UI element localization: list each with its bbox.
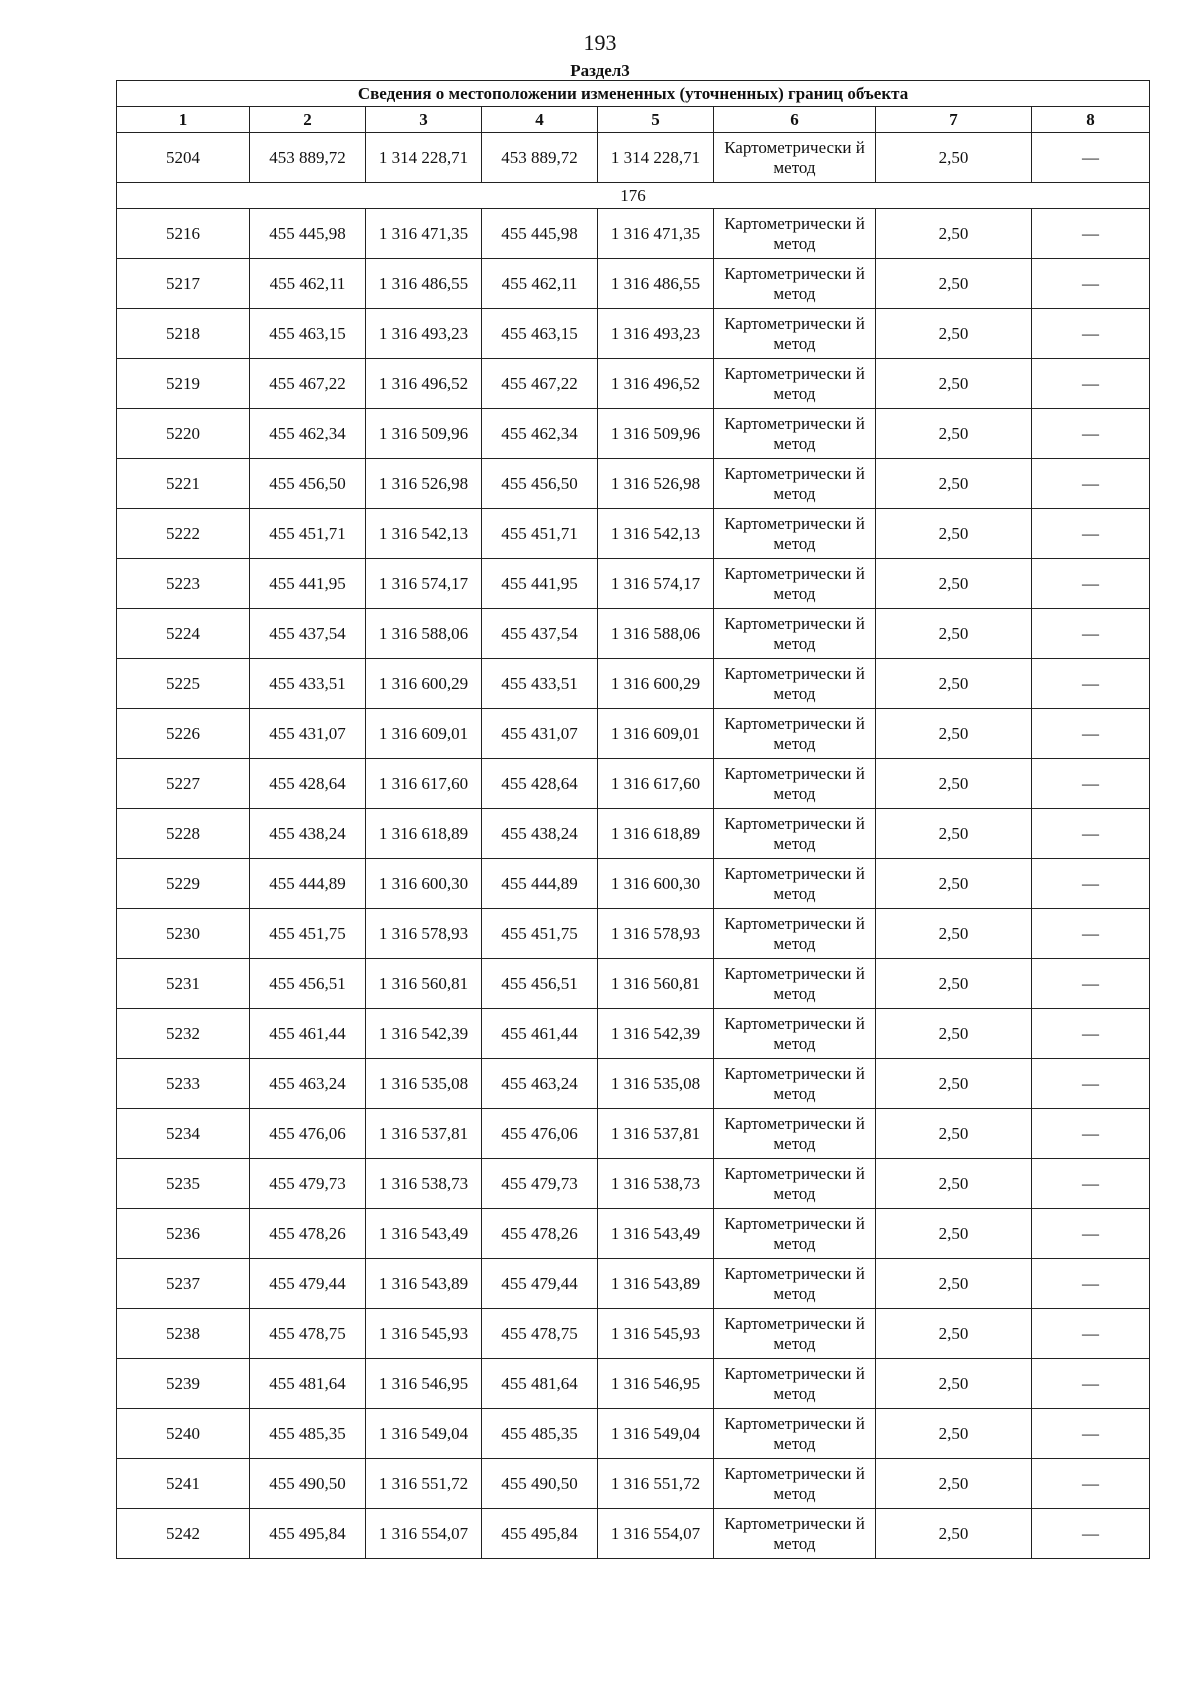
- coordinate-cell: 453 889,72: [482, 133, 598, 183]
- coordinate-cell: 455 495,84: [482, 1509, 598, 1559]
- coordinate-cell: 1 316 551,72: [366, 1459, 482, 1509]
- point-number-cell: 5238: [117, 1309, 250, 1359]
- table-row: [117, 859, 1150, 909]
- coordinate-cell: 1 316 574,17: [598, 559, 714, 609]
- accuracy-cell: 2,50: [876, 1109, 1032, 1159]
- method-cell: Картометрически й метод: [714, 1159, 876, 1209]
- section-title: Раздел3: [570, 61, 630, 80]
- point-number-cell: 5230: [117, 909, 250, 959]
- accuracy-cell: 2,50: [876, 459, 1032, 509]
- method-cell: Картометрически й метод: [714, 359, 876, 409]
- accuracy-cell: 2,50: [876, 1409, 1032, 1459]
- accuracy-cell: 2,50: [876, 509, 1032, 559]
- coordinate-cell: 1 316 600,30: [366, 859, 482, 909]
- table-row: [117, 809, 1150, 859]
- coordinate-cell: 455 451,75: [250, 909, 366, 959]
- table-row: [117, 709, 1150, 759]
- method-cell: Картометрически й метод: [714, 1009, 876, 1059]
- accuracy-cell: 2,50: [876, 409, 1032, 459]
- coordinate-cell: 1 316 617,60: [598, 759, 714, 809]
- point-number-cell: 5235: [117, 1159, 250, 1209]
- note-cell: —: [1032, 1009, 1150, 1059]
- coordinate-cell: 1 316 493,23: [366, 309, 482, 359]
- page-number: 193: [583, 30, 617, 55]
- coordinate-cell: 455 467,22: [250, 359, 366, 409]
- coordinate-cell: 455 441,95: [250, 559, 366, 609]
- accuracy-cell: 2,50: [876, 1509, 1032, 1559]
- coordinate-cell: 455 463,24: [250, 1059, 366, 1109]
- coordinate-cell: 455 490,50: [482, 1459, 598, 1509]
- coordinate-cell: 455 485,35: [482, 1409, 598, 1459]
- note-cell: —: [1032, 1259, 1150, 1309]
- table-row: [117, 409, 1150, 459]
- note-cell: —: [1032, 359, 1150, 409]
- coordinate-cell: 1 316 588,06: [366, 609, 482, 659]
- note-cell: —: [1032, 859, 1150, 909]
- method-cell: Картометрически й метод: [714, 1259, 876, 1309]
- note-cell: —: [1032, 459, 1150, 509]
- coordinate-cell: 1 316 543,49: [366, 1209, 482, 1259]
- point-number-cell: 5231: [117, 959, 250, 1009]
- coordinate-cell: 455 456,51: [482, 959, 598, 1009]
- coordinate-cell: 455 462,11: [482, 259, 598, 309]
- point-number-cell: 5239: [117, 1359, 250, 1409]
- coordinate-cell: 1 316 560,81: [366, 959, 482, 1009]
- table-row: [117, 1259, 1150, 1309]
- accuracy-cell: 2,50: [876, 259, 1032, 309]
- table-row: [117, 759, 1150, 809]
- note-cell: —: [1032, 1459, 1150, 1509]
- coordinate-cell: 1 316 526,98: [366, 459, 482, 509]
- coordinate-cell: 455 437,54: [482, 609, 598, 659]
- table-header-row: [117, 107, 1150, 133]
- point-number-cell: 5240: [117, 1409, 250, 1459]
- accuracy-cell: 2,50: [876, 309, 1032, 359]
- note-cell: —: [1032, 559, 1150, 609]
- note-cell: —: [1032, 709, 1150, 759]
- note-cell: —: [1032, 1359, 1150, 1409]
- coordinate-cell: 455 456,51: [250, 959, 366, 1009]
- coordinate-cell: 1 316 471,35: [598, 209, 714, 259]
- coordinate-cell: 455 485,35: [250, 1409, 366, 1459]
- coordinate-cell: 455 462,11: [250, 259, 366, 309]
- method-cell: Картометрически й метод: [714, 959, 876, 1009]
- note-cell: —: [1032, 759, 1150, 809]
- table-row: [117, 959, 1150, 1009]
- method-cell: Картометрически й метод: [714, 409, 876, 459]
- coordinate-cell: 1 316 486,55: [598, 259, 714, 309]
- point-number-cell: 5221: [117, 459, 250, 509]
- contour-number: 176: [117, 183, 1150, 209]
- column-header: 8: [1032, 107, 1150, 133]
- coordinate-cell: 455 461,44: [250, 1009, 366, 1059]
- note-cell: —: [1032, 609, 1150, 659]
- accuracy-cell: 2,50: [876, 859, 1032, 909]
- table-row: [117, 659, 1150, 709]
- method-cell: Картометрически й метод: [714, 259, 876, 309]
- coordinate-cell: 455 481,64: [250, 1359, 366, 1409]
- point-number-cell: 5204: [117, 133, 250, 183]
- table-row: [117, 1159, 1150, 1209]
- coordinate-cell: 455 441,95: [482, 559, 598, 609]
- method-cell: Картометрически й метод: [714, 133, 876, 183]
- coordinate-cell: 1 316 551,72: [598, 1459, 714, 1509]
- table-row: [117, 909, 1150, 959]
- coordinate-cell: 455 428,64: [482, 759, 598, 809]
- coordinate-cell: 1 316 543,89: [598, 1259, 714, 1309]
- point-number-cell: 5233: [117, 1059, 250, 1109]
- coordinate-cell: 1 316 554,07: [366, 1509, 482, 1559]
- point-number-cell: 5220: [117, 409, 250, 459]
- column-header: 6: [714, 107, 876, 133]
- coordinate-cell: 1 316 535,08: [598, 1059, 714, 1109]
- coordinate-cell: 455 433,51: [482, 659, 598, 709]
- coordinate-cell: 1 314 228,71: [598, 133, 714, 183]
- coordinate-cell: 1 316 538,73: [598, 1159, 714, 1209]
- point-number-cell: 5237: [117, 1259, 250, 1309]
- accuracy-cell: 2,50: [876, 559, 1032, 609]
- point-number-cell: 5224: [117, 609, 250, 659]
- accuracy-cell: 2,50: [876, 759, 1032, 809]
- point-number-cell: 5228: [117, 809, 250, 859]
- coordinate-cell: 1 316 617,60: [366, 759, 482, 809]
- method-cell: Картометрически й метод: [714, 509, 876, 559]
- point-number-cell: 5219: [117, 359, 250, 409]
- method-cell: Картометрически й метод: [714, 559, 876, 609]
- note-cell: —: [1032, 1059, 1150, 1109]
- table-subheader-row: [117, 183, 1150, 209]
- coordinate-cell: 1 316 509,96: [366, 409, 482, 459]
- coordinate-cell: 1 316 493,23: [598, 309, 714, 359]
- column-header: 5: [598, 107, 714, 133]
- accuracy-cell: 2,50: [876, 209, 1032, 259]
- coordinate-cell: 455 478,75: [250, 1309, 366, 1359]
- method-cell: Картометрически й метод: [714, 1459, 876, 1509]
- coordinate-cell: 1 316 554,07: [598, 1509, 714, 1559]
- coordinate-cell: 1 316 542,39: [366, 1009, 482, 1059]
- coordinate-cell: 1 316 609,01: [598, 709, 714, 759]
- column-header: 2: [250, 107, 366, 133]
- coordinate-cell: 1 316 546,95: [598, 1359, 714, 1409]
- point-number-cell: 5223: [117, 559, 250, 609]
- note-cell: —: [1032, 309, 1150, 359]
- coordinate-cell: 1 316 486,55: [366, 259, 482, 309]
- coordinate-cell: 455 456,50: [250, 459, 366, 509]
- coordinate-cell: 455 437,54: [250, 609, 366, 659]
- note-cell: —: [1032, 409, 1150, 459]
- table-row: [117, 609, 1150, 659]
- coordinate-cell: 1 316 560,81: [598, 959, 714, 1009]
- coordinate-cell: 1 316 545,93: [366, 1309, 482, 1359]
- coordinate-cell: 1 316 542,13: [598, 509, 714, 559]
- coordinate-cell: 455 451,71: [250, 509, 366, 559]
- coordinate-cell: 1 316 574,17: [366, 559, 482, 609]
- point-number-cell: 5217: [117, 259, 250, 309]
- coordinate-cell: 455 478,26: [482, 1209, 598, 1259]
- coordinate-cell: 455 462,34: [250, 409, 366, 459]
- table-caption-row: [117, 81, 1150, 107]
- column-header: 7: [876, 107, 1032, 133]
- accuracy-cell: 2,50: [876, 1359, 1032, 1409]
- table-row: [117, 1109, 1150, 1159]
- note-cell: —: [1032, 1309, 1150, 1359]
- note-cell: —: [1032, 909, 1150, 959]
- coordinate-cell: 455 479,73: [482, 1159, 598, 1209]
- point-number-cell: 5227: [117, 759, 250, 809]
- column-header: 1: [117, 107, 250, 133]
- coordinate-cell: 1 316 578,93: [598, 909, 714, 959]
- method-cell: Картометрически й метод: [714, 709, 876, 759]
- point-number-cell: 5225: [117, 659, 250, 709]
- coordinate-cell: 1 316 609,01: [366, 709, 482, 759]
- method-cell: Картометрически й метод: [714, 459, 876, 509]
- coordinate-cell: 455 431,07: [482, 709, 598, 759]
- coordinate-cell: 453 889,72: [250, 133, 366, 183]
- note-cell: —: [1032, 1409, 1150, 1459]
- point-number-cell: 5222: [117, 509, 250, 559]
- method-cell: Картометрически й метод: [714, 1059, 876, 1109]
- point-number-cell: 5218: [117, 309, 250, 359]
- note-cell: —: [1032, 1509, 1150, 1559]
- table-row: [117, 309, 1150, 359]
- coordinate-cell: 455 431,07: [250, 709, 366, 759]
- coordinate-cell: 455 428,64: [250, 759, 366, 809]
- coordinate-cell: 1 316 537,81: [366, 1109, 482, 1159]
- method-cell: Картометрически й метод: [714, 859, 876, 909]
- coordinate-cell: 455 478,26: [250, 1209, 366, 1259]
- table-row: [117, 359, 1150, 409]
- coordinate-cell: 1 316 496,52: [366, 359, 482, 409]
- accuracy-cell: 2,50: [876, 909, 1032, 959]
- table-row: [117, 1459, 1150, 1509]
- accuracy-cell: 2,50: [876, 809, 1032, 859]
- coordinate-cell: 1 316 537,81: [598, 1109, 714, 1159]
- accuracy-cell: 2,50: [876, 659, 1032, 709]
- method-cell: Картометрически й метод: [714, 309, 876, 359]
- coordinate-cell: 1 316 549,04: [598, 1409, 714, 1459]
- coordinate-cell: 455 451,75: [482, 909, 598, 959]
- point-number-cell: 5236: [117, 1209, 250, 1259]
- coordinate-cell: 455 451,71: [482, 509, 598, 559]
- point-number-cell: 5229: [117, 859, 250, 909]
- table-row: [117, 1309, 1150, 1359]
- column-header: 3: [366, 107, 482, 133]
- coordinate-cell: 455 456,50: [482, 459, 598, 509]
- point-number-cell: 5216: [117, 209, 250, 259]
- coordinate-cell: 1 316 578,93: [366, 909, 482, 959]
- note-cell: —: [1032, 1109, 1150, 1159]
- table-row: [117, 509, 1150, 559]
- boundary-coordinates-table: [116, 80, 1150, 1559]
- coordinate-cell: 1 316 509,96: [598, 409, 714, 459]
- coordinate-cell: 1 316 618,89: [366, 809, 482, 859]
- coordinate-cell: 455 444,89: [482, 859, 598, 909]
- coordinate-cell: 1 316 542,39: [598, 1009, 714, 1059]
- table-row: [117, 1409, 1150, 1459]
- table-row: [117, 1509, 1150, 1559]
- accuracy-cell: 2,50: [876, 133, 1032, 183]
- coordinate-cell: 455 463,15: [482, 309, 598, 359]
- accuracy-cell: 2,50: [876, 609, 1032, 659]
- method-cell: Картометрически й метод: [714, 759, 876, 809]
- coordinate-cell: 455 445,98: [250, 209, 366, 259]
- coordinate-cell: 1 316 538,73: [366, 1159, 482, 1209]
- method-cell: Картометрически й метод: [714, 1109, 876, 1159]
- coordinate-cell: 1 316 549,04: [366, 1409, 482, 1459]
- coordinate-cell: 455 467,22: [482, 359, 598, 409]
- coordinate-cell: 1 316 535,08: [366, 1059, 482, 1109]
- accuracy-cell: 2,50: [876, 709, 1032, 759]
- method-cell: Картометрически й метод: [714, 1509, 876, 1559]
- accuracy-cell: 2,50: [876, 1459, 1032, 1509]
- method-cell: Картометрически й метод: [714, 609, 876, 659]
- table-row: [117, 259, 1150, 309]
- note-cell: —: [1032, 959, 1150, 1009]
- coordinate-cell: 455 444,89: [250, 859, 366, 909]
- accuracy-cell: 2,50: [876, 1009, 1032, 1059]
- coordinate-cell: 1 316 600,29: [598, 659, 714, 709]
- table-row: [117, 133, 1150, 183]
- coordinate-cell: 455 462,34: [482, 409, 598, 459]
- coordinate-cell: 1 316 542,13: [366, 509, 482, 559]
- coordinate-cell: 455 478,75: [482, 1309, 598, 1359]
- note-cell: —: [1032, 1209, 1150, 1259]
- note-cell: —: [1032, 1159, 1150, 1209]
- coordinate-cell: 455 433,51: [250, 659, 366, 709]
- coordinate-cell: 1 316 618,89: [598, 809, 714, 859]
- coordinate-cell: 455 445,98: [482, 209, 598, 259]
- note-cell: —: [1032, 809, 1150, 859]
- coordinate-cell: 1 316 546,95: [366, 1359, 482, 1409]
- table-row: [117, 209, 1150, 259]
- coordinate-cell: 1 316 526,98: [598, 459, 714, 509]
- table-row: [117, 459, 1150, 509]
- table-row: [117, 1209, 1150, 1259]
- note-cell: —: [1032, 133, 1150, 183]
- coordinate-cell: 1 316 545,93: [598, 1309, 714, 1359]
- coordinate-cell: 455 495,84: [250, 1509, 366, 1559]
- coordinate-cell: 455 490,50: [250, 1459, 366, 1509]
- table-caption: Сведения о местоположении измененных (уточненных) границ объекта: [117, 81, 1150, 107]
- note-cell: —: [1032, 259, 1150, 309]
- coordinate-cell: 455 463,15: [250, 309, 366, 359]
- point-number-cell: 5226: [117, 709, 250, 759]
- point-number-cell: 5234: [117, 1109, 250, 1159]
- coordinate-cell: 455 476,06: [482, 1109, 598, 1159]
- accuracy-cell: 2,50: [876, 1159, 1032, 1209]
- coordinate-cell: 1 316 543,89: [366, 1259, 482, 1309]
- point-number-cell: 5232: [117, 1009, 250, 1059]
- method-cell: Картометрически й метод: [714, 809, 876, 859]
- coordinate-cell: 455 479,44: [482, 1259, 598, 1309]
- table-row: [117, 559, 1150, 609]
- table-row: [117, 1059, 1150, 1109]
- method-cell: Картометрически й метод: [714, 1309, 876, 1359]
- table-body: [117, 81, 1150, 1559]
- accuracy-cell: 2,50: [876, 359, 1032, 409]
- accuracy-cell: 2,50: [876, 1209, 1032, 1259]
- coordinate-cell: 1 316 600,29: [366, 659, 482, 709]
- coordinate-cell: 455 479,44: [250, 1259, 366, 1309]
- point-number-cell: 5242: [117, 1509, 250, 1559]
- coordinate-cell: 1 316 471,35: [366, 209, 482, 259]
- coordinate-cell: 455 481,64: [482, 1359, 598, 1409]
- coordinate-cell: 455 438,24: [250, 809, 366, 859]
- coordinate-cell: 455 438,24: [482, 809, 598, 859]
- accuracy-cell: 2,50: [876, 1309, 1032, 1359]
- method-cell: Картометрически й метод: [714, 1359, 876, 1409]
- coordinate-cell: 1 316 588,06: [598, 609, 714, 659]
- coordinate-cell: 455 479,73: [250, 1159, 366, 1209]
- method-cell: Картометрически й метод: [714, 1409, 876, 1459]
- method-cell: Картометрически й метод: [714, 909, 876, 959]
- note-cell: —: [1032, 659, 1150, 709]
- accuracy-cell: 2,50: [876, 1259, 1032, 1309]
- method-cell: Картометрически й метод: [714, 209, 876, 259]
- accuracy-cell: 2,50: [876, 959, 1032, 1009]
- method-cell: Картометрически й метод: [714, 659, 876, 709]
- coordinate-cell: 1 316 496,52: [598, 359, 714, 409]
- point-number-cell: 5241: [117, 1459, 250, 1509]
- column-header: 4: [482, 107, 598, 133]
- coordinate-cell: 455 463,24: [482, 1059, 598, 1109]
- coordinate-cell: 455 461,44: [482, 1009, 598, 1059]
- table-row: [117, 1009, 1150, 1059]
- note-cell: —: [1032, 209, 1150, 259]
- coordinate-cell: 1 314 228,71: [366, 133, 482, 183]
- coordinate-cell: 1 316 543,49: [598, 1209, 714, 1259]
- coordinate-cell: 1 316 600,30: [598, 859, 714, 909]
- method-cell: Картометрически й метод: [714, 1209, 876, 1259]
- accuracy-cell: 2,50: [876, 1059, 1032, 1109]
- note-cell: —: [1032, 509, 1150, 559]
- table-row: [117, 1359, 1150, 1409]
- coordinate-cell: 455 476,06: [250, 1109, 366, 1159]
